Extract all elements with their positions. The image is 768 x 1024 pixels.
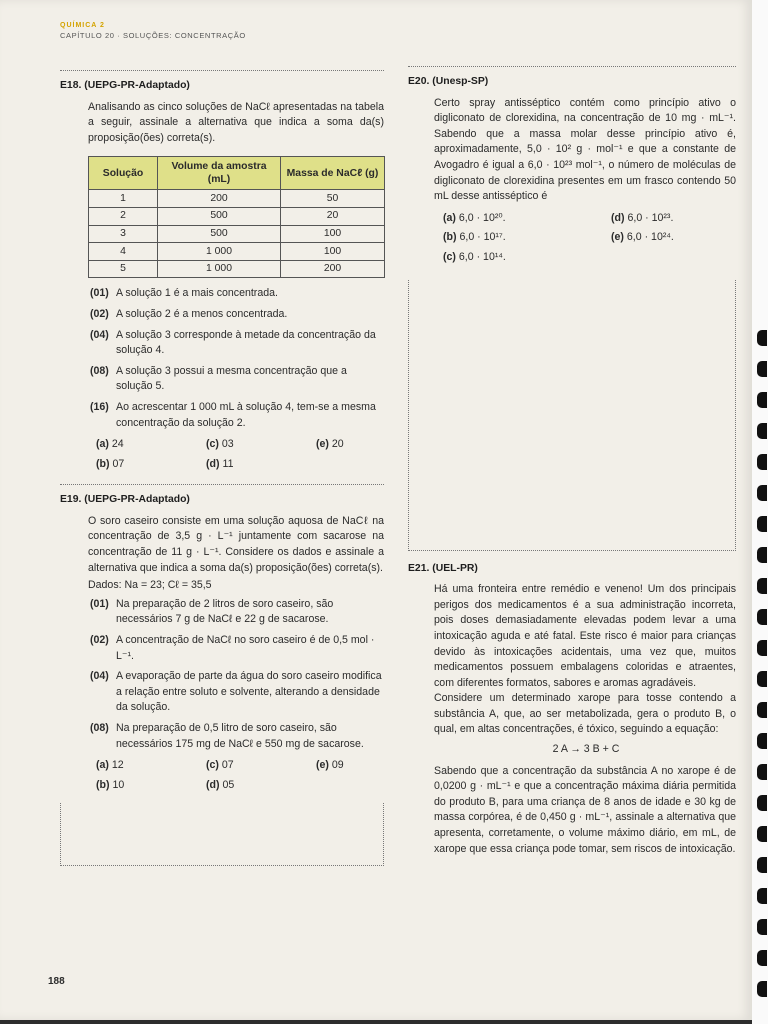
spiral-ring bbox=[757, 330, 767, 346]
spiral-ring bbox=[757, 702, 767, 718]
proposition-number: (02) bbox=[90, 634, 109, 647]
table-row bbox=[89, 260, 385, 278]
alternative-value: 6,0 · 10¹⁴. bbox=[458, 250, 506, 263]
table-row bbox=[89, 243, 385, 261]
table-header: Massa de NaCℓ (g) bbox=[281, 157, 385, 190]
subject-label: QUÍMICA 2 bbox=[60, 22, 105, 29]
table-cell: 5 bbox=[89, 260, 158, 278]
alternative-value: 07 bbox=[112, 457, 125, 470]
table-cell: 1 000 bbox=[158, 260, 281, 278]
spiral-ring bbox=[757, 826, 767, 842]
alternative-option bbox=[96, 457, 206, 473]
table-cell: 100 bbox=[281, 243, 385, 261]
proposition bbox=[90, 633, 384, 664]
spiral-ring bbox=[757, 888, 767, 904]
proposition-number: (04) bbox=[90, 670, 109, 683]
alternative-option bbox=[206, 457, 316, 473]
alternative-letter: (a) bbox=[443, 211, 456, 224]
divider bbox=[408, 66, 736, 67]
page-number: 188 bbox=[48, 976, 65, 987]
table-cell: 500 bbox=[158, 207, 281, 225]
alternative-letter: (c) bbox=[443, 250, 456, 263]
table-cell: 1 000 bbox=[158, 243, 281, 261]
alternative-letter: (c) bbox=[206, 759, 219, 772]
alternative-option bbox=[316, 437, 416, 453]
answer-space bbox=[60, 803, 384, 866]
spiral-ring bbox=[757, 733, 767, 749]
question-e21-heading: E21. (UEL-PR) bbox=[408, 562, 478, 574]
alternative-letter: (d) bbox=[611, 211, 625, 224]
question-e21-paragraph-1: Há uma fronteira entre remédio e veneno! Um dos principais perigos dos medicamentos é a sua administração incorreta, pois doses demasiadamente elevadas podem levar a uma intoxicação aguda e até fatal. Este risco é maior para crianças devido às intoxicações acidentais, uma vez que, muitos medicamentos possuem embalagens coloridas e atraentes, com diferentes formatos, sabores e aromas agradáveis. bbox=[434, 583, 736, 689]
proposition bbox=[90, 669, 384, 716]
alternative-letter: (c) bbox=[206, 438, 219, 451]
question-e18-statement: Analisando as cinco soluções de NaCℓ apresentadas na tabela a seguir, assinale a alternativa que indica a soma da(s) proposição(ões) correta(s). bbox=[88, 100, 384, 144]
alternative-letter: (b) bbox=[96, 778, 110, 791]
proposition-number: (08) bbox=[90, 364, 109, 377]
table-cell: 3 bbox=[89, 225, 158, 243]
alternative-letter: (e) bbox=[316, 759, 329, 772]
alternative-option bbox=[443, 211, 611, 227]
table-cell: 500 bbox=[158, 225, 281, 243]
proposition-text: A solução 3 corresponde à metade da concentração da solução 4. bbox=[116, 328, 376, 357]
proposition-text: A concentração de NaCℓ no soro caseiro é de 0,5 mol · L⁻¹. bbox=[116, 634, 375, 662]
table-row bbox=[89, 225, 385, 243]
proposition-text: A solução 3 possui a mesma concentração que a solução 5. bbox=[116, 364, 347, 393]
alternative-option bbox=[96, 758, 206, 774]
alternative-value: 11 bbox=[222, 457, 234, 470]
spiral-ring bbox=[757, 950, 767, 966]
alternative-value: 10 bbox=[112, 778, 125, 791]
proposition-text: Na preparação de 2 litros de soro caseiro, são necessários 7 g de NaCℓ e 22 g de sacarose. bbox=[116, 597, 334, 626]
divider bbox=[60, 70, 384, 71]
question-e20-heading: E20. (Unesp-SP) bbox=[408, 76, 489, 87]
spiral-ring bbox=[757, 392, 767, 408]
chemical-equation: 2 A → 3 B + C bbox=[552, 743, 620, 756]
question-e21-paragraph-2: Considere um determinado xarope para tosse contendo a substância A, que, ao ser metabolizada, gera o produto B, o qual, em altas concentrações, é tóxico, seguindo a equação: bbox=[434, 692, 736, 736]
table-header: Volume da amostra (mL) bbox=[158, 157, 281, 190]
question-e18-heading: E18. (UEPG-PR-Adaptado) bbox=[60, 80, 190, 91]
spiral-ring bbox=[757, 578, 767, 594]
alternative-value: 6,0 · 10¹⁷. bbox=[459, 231, 506, 244]
alternative-option bbox=[206, 778, 316, 794]
proposition-text: A evaporação de parte da água do soro caseiro modifica a relação entre soluto e solvente, alterando a densidade da solução. bbox=[116, 670, 382, 714]
spiral-ring bbox=[757, 764, 767, 780]
alternative-option bbox=[206, 758, 316, 774]
proposition bbox=[90, 307, 384, 323]
alternative-letter: (a) bbox=[96, 438, 109, 451]
alternative-letter: (e) bbox=[316, 438, 329, 451]
proposition-number: (16) bbox=[90, 400, 109, 413]
table-row bbox=[89, 207, 385, 225]
alternative-option bbox=[611, 211, 741, 227]
spiral-ring bbox=[757, 547, 767, 563]
alternative-option bbox=[206, 437, 316, 453]
proposition-text: Na preparação de 0,5 litro de soro caseiro, são necessários 175 mg de NaCℓ e 550 mg de sacarose. bbox=[116, 722, 364, 750]
divider bbox=[60, 484, 384, 485]
alternative-value: 6,0 · 10²³. bbox=[627, 211, 674, 224]
proposition-text: A solução 2 é a menos concentrada. bbox=[116, 307, 288, 320]
alternative-value: 05 bbox=[222, 778, 235, 791]
table-cell: 200 bbox=[158, 190, 281, 208]
alternative-value: 20 bbox=[331, 438, 344, 451]
spiral-ring bbox=[757, 454, 767, 470]
alternative-option bbox=[443, 230, 611, 246]
proposition-number: (01) bbox=[90, 597, 109, 610]
spiral-ring bbox=[757, 981, 767, 997]
alternative-value: 12 bbox=[111, 759, 124, 772]
alternative-letter: (e) bbox=[611, 231, 624, 244]
spiral-ring bbox=[757, 857, 767, 873]
proposition-text: Ao acrescentar 1 000 mL à solução 4, tem-se a mesma concentração da solução 2. bbox=[116, 400, 376, 429]
alternative-value: 6,0 · 10²⁴. bbox=[626, 231, 674, 244]
proposition-text: A solução 1 é a mais concentrada. bbox=[116, 287, 278, 300]
table-cell: 20 bbox=[281, 207, 385, 225]
spiral-ring bbox=[757, 516, 767, 532]
chapter-label: CAPÍTULO 20 · SOLUÇÕES: CONCENTRAÇÃO bbox=[60, 31, 246, 40]
table-cell: 50 bbox=[281, 190, 385, 208]
proposition bbox=[90, 328, 384, 359]
spiral-ring bbox=[757, 919, 767, 935]
spiral-ring bbox=[757, 609, 767, 625]
table-cell: 100 bbox=[281, 225, 385, 243]
table-cell: 4 bbox=[89, 243, 158, 261]
table-row bbox=[89, 190, 385, 208]
alternative-letter: (a) bbox=[96, 759, 109, 772]
question-e19-heading: E19. (UEPG-PR-Adaptado) bbox=[60, 494, 190, 506]
alternative-option bbox=[611, 230, 741, 246]
spiral-ring bbox=[757, 361, 767, 377]
alternative-value: 6,0 · 10²⁰. bbox=[458, 211, 506, 224]
spiral-ring bbox=[757, 423, 767, 439]
alternative-option bbox=[96, 437, 206, 453]
alternative-value: 09 bbox=[331, 759, 344, 772]
proposition-number: (02) bbox=[90, 307, 109, 320]
alternative-value: 07 bbox=[221, 759, 234, 772]
question-e21-paragraph-3: Sabendo que a concentração da substância A no xarope é de 0,0200 g · mL⁻¹ e que a concentração máxima diária permitida do produto B, para uma criança de 8 anos de idade e 30 kg de massa corpórea, é de 0,450 g · mL⁻¹, assinale a alternativa que apresenta, corretamente, o volume máximo diário, em mL, de xarope que essa criança pode tomar, sem riscos de intoxicação. bbox=[434, 764, 736, 855]
proposition bbox=[90, 597, 384, 628]
left-column bbox=[60, 70, 384, 866]
spiral-binding bbox=[752, 0, 768, 1024]
proposition-number: (01) bbox=[90, 287, 109, 300]
alternative-letter: (b) bbox=[96, 457, 110, 470]
alternative-option bbox=[443, 250, 611, 266]
table-cell: 1 bbox=[89, 190, 158, 208]
proposition-number: (08) bbox=[90, 722, 109, 734]
proposition bbox=[90, 286, 384, 302]
table-cell: 200 bbox=[281, 260, 385, 278]
alternative-option bbox=[96, 778, 206, 794]
answer-space bbox=[408, 280, 736, 551]
running-head bbox=[60, 22, 246, 40]
proposition bbox=[90, 721, 384, 752]
question-e19-statement: O soro caseiro consiste em uma solução aquosa de NaCℓ na concentração de 3,5 g · L⁻¹ juntamente com sacarose na concentração de 11 g · L⁻¹. Considere os dados e assinale a alternativa que indica a soma da(s) proposição(ões) correta(s). bbox=[88, 514, 384, 574]
spiral-ring bbox=[757, 795, 767, 811]
right-column bbox=[408, 66, 736, 857]
alternative-value: 03 bbox=[221, 438, 234, 451]
alternative-letter: (d) bbox=[206, 457, 220, 470]
proposition bbox=[90, 400, 384, 431]
alternative-letter: (d) bbox=[206, 778, 220, 791]
alternative-option bbox=[316, 758, 416, 774]
alternative-letter: (b) bbox=[443, 231, 457, 244]
spiral-ring bbox=[757, 671, 767, 687]
question-e20-statement: Certo spray antisséptico contém como princípio ativo o digliconato de clorexidina, na concentração de 10 mg · mL⁻¹. Sabendo que a massa molar desse princípio ativo é, aproximadamente, 5,0 · 10² g · mol⁻¹ e que a constante de Avogadro é igual a 6,0 · 10²³ mol⁻¹, o número de moléculas de digliconato de clorexidina presentes em um frasco contendo 50 mL desse antisséptico é bbox=[434, 96, 736, 203]
spiral-ring bbox=[757, 640, 767, 656]
proposition bbox=[90, 364, 384, 395]
proposition-number: (04) bbox=[90, 328, 109, 341]
table-cell: 2 bbox=[89, 207, 158, 225]
question-e19-data: Dados: Na = 23; Cℓ = 35,5 bbox=[88, 579, 212, 592]
table-header: Solução bbox=[89, 157, 158, 190]
solutions-table bbox=[88, 156, 385, 278]
alternative-value: 24 bbox=[111, 438, 124, 451]
spiral-ring bbox=[757, 485, 767, 501]
